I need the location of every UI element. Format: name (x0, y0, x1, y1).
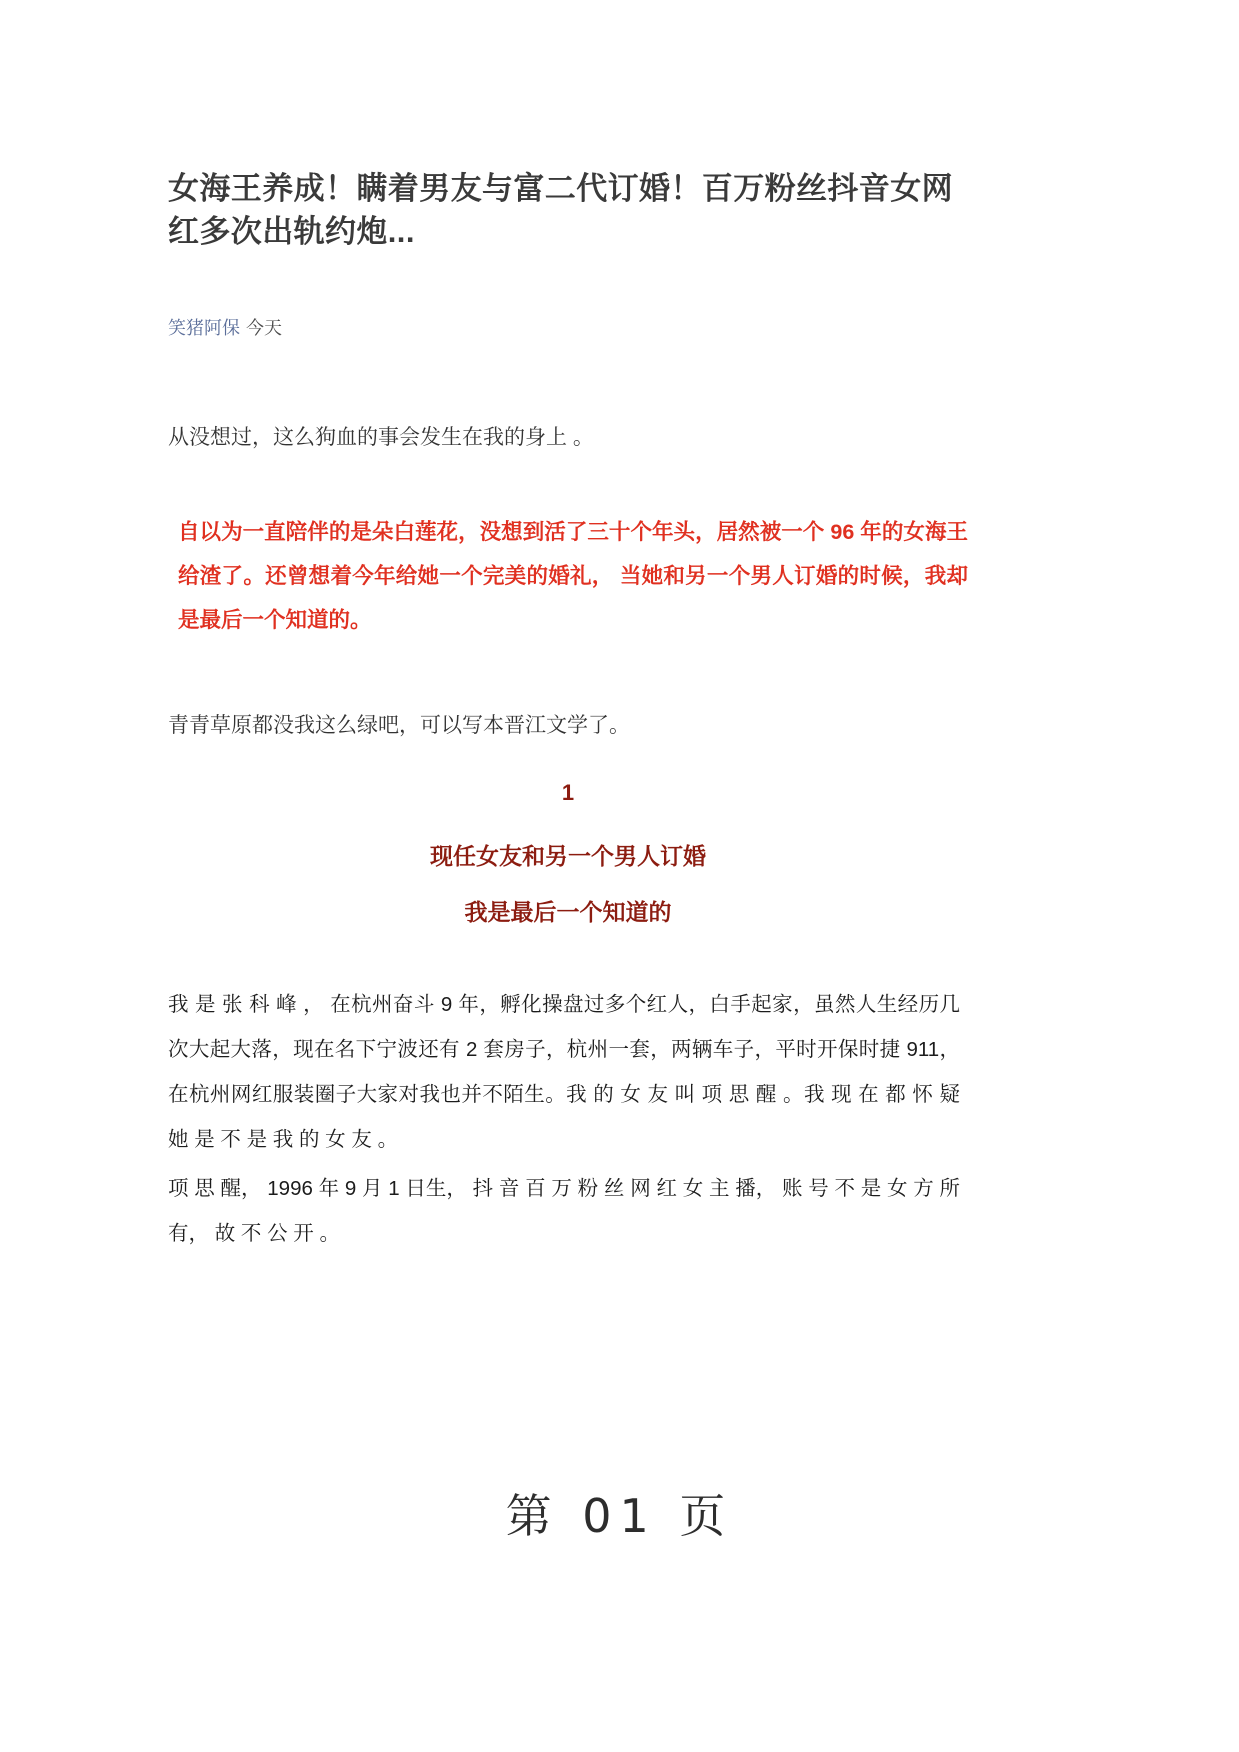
page-title: 女海王养成！瞒着男友与富二代订婚！百万粉丝抖音女网红多次出轨约炮... (168, 171, 953, 249)
highlight-paragraph: 自以为一直陪伴的是朵白莲花，没想到活了三十个年头，居然被一个 96 年的女海王给渣了。还曾想着今年给她一个完美的婚礼， 当她和另一个男人订婚的时候，我却是最后一个知道的。 (178, 519, 968, 632)
body-paragraph: 我 是 张 科 峰 ， 在杭州奋斗 9 年，孵化操盘过多个红人，白手起家，虽然人生经历几次大起大落，现在名下宁波还有 2 套房子，杭州一套，两辆车子，平时开保时捷 911，在杭州网红服装圈子大家对我也并不陌生。我 的 女 友 叫 项 思 醒 。我 现 在 都 怀 疑 她 是 不 是 我 的 女 友 。 (168, 993, 960, 1152)
green-paragraph: 青青草原都没我这么绿吧，可以写本晋江文学了。 (168, 714, 630, 737)
body-paragraph: 项 思 醒， 1996 年 9 月 1 日生， 抖 音 百 万 粉 丝 网 红 女 主 播， 账 号 不 是 女 方 所 有， 故 不 公 开 。 (168, 1177, 960, 1246)
section-heading-line-2: 我是最后一个知道的 (464, 899, 672, 925)
publish-date: 今天 (246, 318, 282, 338)
byline (168, 316, 282, 341)
section-number: 1 (561, 780, 575, 805)
section-heading-line-1: 现任女友和另一个男人订婚 (430, 843, 706, 869)
intro-paragraph: 从没想过，这么狗血的事会发生在我的身上 。 (168, 426, 594, 449)
page-number-footer: 第 01 页 (505, 1489, 734, 1543)
author-name[interactable]: 笑猪阿保 (168, 318, 240, 338)
body-text-block (168, 982, 960, 1261)
